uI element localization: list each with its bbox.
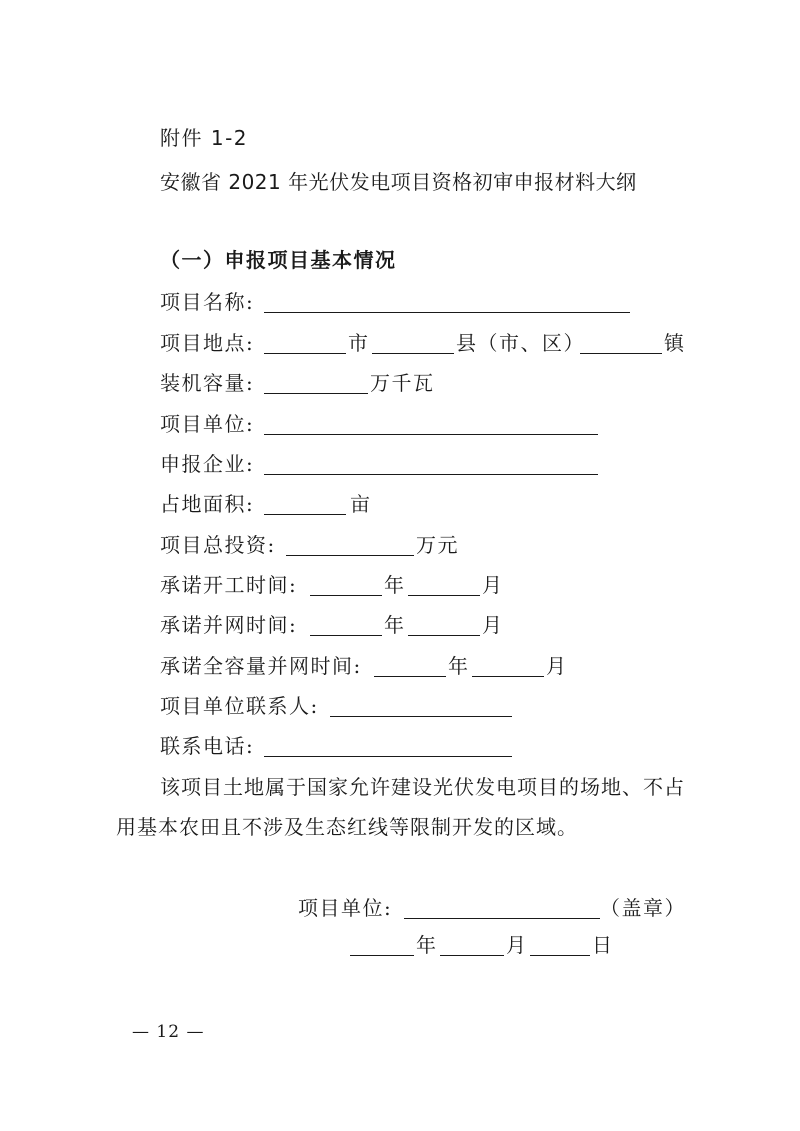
contact-blank[interactable] bbox=[330, 716, 512, 717]
section-heading: （一）申报项目基本情况 bbox=[160, 248, 397, 272]
signature-day-unit: 日 bbox=[592, 933, 614, 957]
start-time-label: 承诺开工时间: bbox=[160, 573, 298, 597]
phone-label: 联系电话: bbox=[160, 734, 255, 758]
investment-unit: 万元 bbox=[416, 533, 459, 557]
statement-line-1: 该项目土地属于国家允许建设光伏发电项目的场地、不占 bbox=[160, 775, 685, 799]
document-title: 安徽省 2021 年光伏发电项目资格初审申报材料大纲 bbox=[160, 170, 637, 194]
grid-year-unit: 年 bbox=[384, 613, 406, 637]
land-area-blank[interactable] bbox=[264, 514, 346, 515]
town-blank[interactable] bbox=[580, 353, 662, 354]
signature-month-blank[interactable] bbox=[440, 955, 504, 956]
project-unit-label: 项目单位: bbox=[160, 412, 255, 436]
capacity-label: 装机容量: bbox=[160, 371, 255, 395]
start-year-unit: 年 bbox=[384, 573, 406, 597]
investment-label: 项目总投资: bbox=[160, 533, 276, 557]
capacity-unit: 万千瓦 bbox=[370, 371, 435, 395]
seal-note: （盖章） bbox=[600, 896, 686, 920]
project-name-blank[interactable] bbox=[264, 312, 630, 313]
project-unit-blank[interactable] bbox=[264, 434, 598, 435]
full-grid-month-unit: 月 bbox=[546, 654, 568, 678]
signature-month-unit: 月 bbox=[506, 933, 528, 957]
land-unit: 亩 bbox=[350, 492, 372, 516]
city-blank[interactable] bbox=[264, 353, 346, 354]
full-grid-year-blank[interactable] bbox=[374, 676, 446, 677]
full-grid-month-blank[interactable] bbox=[472, 676, 544, 677]
investment-blank[interactable] bbox=[286, 555, 414, 556]
grid-month-unit: 月 bbox=[482, 613, 504, 637]
applicant-label: 申报企业: bbox=[160, 452, 255, 476]
full-grid-time-label: 承诺全容量并网时间: bbox=[160, 654, 362, 678]
signature-unit-blank[interactable] bbox=[404, 918, 600, 919]
signature-year-unit: 年 bbox=[416, 933, 438, 957]
grid-time-label: 承诺并网时间: bbox=[160, 613, 298, 637]
city-unit: 市 bbox=[348, 331, 370, 355]
county-unit: 县（市、区） bbox=[456, 331, 585, 355]
grid-month-blank[interactable] bbox=[408, 635, 480, 636]
page-number: — 12 — bbox=[132, 1022, 205, 1042]
statement-line-2: 用基本农田且不涉及生态红线等限制开发的区域。 bbox=[116, 815, 578, 839]
signature-year-blank[interactable] bbox=[350, 955, 414, 956]
start-month-blank[interactable] bbox=[408, 595, 480, 596]
county-blank[interactable] bbox=[372, 353, 454, 354]
land-area-label: 占地面积: bbox=[160, 492, 255, 516]
phone-blank[interactable] bbox=[264, 756, 512, 757]
start-year-blank[interactable] bbox=[310, 595, 382, 596]
applicant-blank[interactable] bbox=[264, 474, 598, 475]
project-location-label: 项目地点: bbox=[160, 331, 255, 355]
capacity-blank[interactable] bbox=[264, 393, 368, 394]
full-grid-year-unit: 年 bbox=[448, 654, 470, 678]
start-month-unit: 月 bbox=[482, 573, 504, 597]
grid-year-blank[interactable] bbox=[310, 635, 382, 636]
project-name-label: 项目名称: bbox=[160, 290, 255, 314]
town-unit: 镇 bbox=[664, 331, 686, 355]
attachment-label: 附件 1-2 bbox=[160, 126, 249, 150]
signature-day-blank[interactable] bbox=[530, 955, 590, 956]
contact-label: 项目单位联系人: bbox=[160, 694, 319, 718]
signature-unit-label: 项目单位: bbox=[298, 896, 393, 920]
